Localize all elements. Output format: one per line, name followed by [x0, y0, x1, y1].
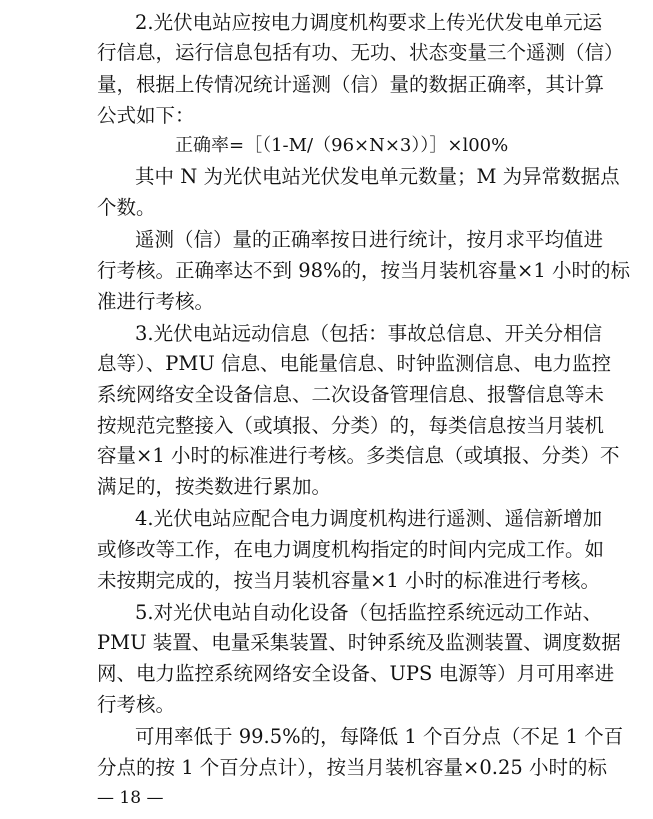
paragraph-line: 个数。	[97, 196, 156, 219]
paragraph-line: 4.光伏电站应配合电力调度机构进行遥测、遥信新增加	[135, 507, 603, 530]
paragraph-line: 其中 N 为光伏电站光伏发电单元数量；M 为异常数据点	[135, 165, 620, 188]
paragraph-line: 或修改等工作，在电力调度机构指定的时间内完成工作。如	[97, 538, 605, 561]
paragraph-line: 准进行考核。	[97, 290, 215, 313]
paragraph-line: 系统网络安全设备信息、二次设备管理信息、报警信息等未	[97, 383, 605, 406]
paragraph-line: 行考核。正确率达不到 98%的，按当月装机容量×1 小时的标	[97, 259, 630, 282]
paragraph-line: 容量×1 小时的标准进行考核。多类信息（或填报、分类）不	[97, 444, 620, 467]
paragraph-line: 行考核。	[97, 693, 176, 716]
paragraph-line: 可用率低于 99.5%的，每降低 1 个百分点（不足 1 个百	[135, 725, 624, 748]
paragraph-line: 3.光伏电站远动信息（包括：事故总信息、开关分相信	[135, 322, 603, 345]
paragraph-line: 5.对光伏电站自动化设备（包括监控系统远动工作站、	[135, 601, 603, 624]
paragraph-line: PMU 装置、电量采集装置、时钟系统及监测装置、调度数据	[97, 631, 621, 654]
paragraph-line: 公式如下：	[97, 104, 195, 127]
paragraph-line: 按规范完整接入（或填报、分类）的，每类信息按当月装机	[97, 414, 605, 437]
paragraph-line: 2.光伏电站应按电力调度机构要求上传光伏发电单元运	[135, 11, 603, 34]
page-number: — 18 —	[97, 788, 164, 808]
formula: 正确率=［（1-M/（96×N×3））］×l00%	[175, 135, 509, 156]
paragraph-line: 满足的，按类数进行累加。	[97, 475, 332, 498]
paragraph-line: 息等）、PMU 信息、电能量信息、时钟监测信息、电力监控	[97, 352, 611, 375]
paragraph-line: 网、电力监控系统网络安全设备、UPS 电源等）月可用率进	[97, 662, 615, 685]
paragraph-line: 量，根据上传情况统计遥测（信）量的数据正确率，其计算	[97, 73, 605, 96]
paragraph-line: 遥测（信）量的正确率按日进行统计，按月求平均值进	[135, 228, 604, 251]
paragraph-line: 分点的按 1 个百分点计），按当月装机容量×0.25 小时的标	[97, 756, 608, 779]
paragraph-line: 行信息，运行信息包括有功、无功、状态变量三个遥测（信）	[97, 41, 624, 64]
paragraph-line: 未按期完成的，按当月装机容量×1 小时的标准进行考核。	[97, 569, 600, 592]
